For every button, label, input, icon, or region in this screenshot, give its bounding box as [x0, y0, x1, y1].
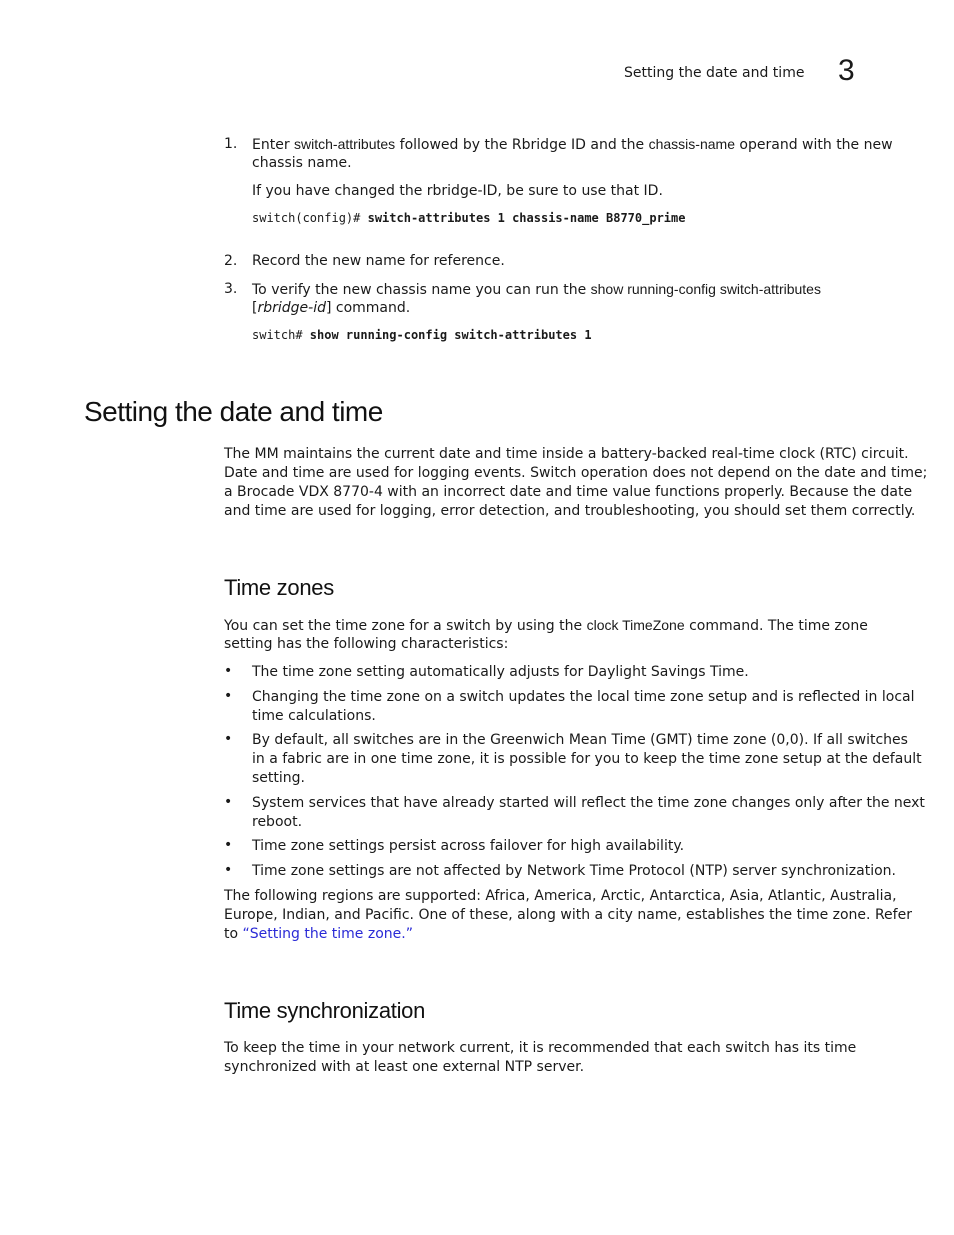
code-command: switch-attributes 1 chassis-name B8770_prime	[367, 211, 686, 225]
bullet-item	[252, 688, 915, 726]
bullet-line: Time zone settings persist across failover for high availability.	[252, 838, 685, 854]
step-3-text-end: ] command.	[325, 300, 411, 316]
step-1-text-mid: followed by the Rbridge ID and the	[395, 137, 649, 153]
code-example-2	[252, 327, 592, 343]
bullet-line: System services that have already started will reflect the time zone changes only after the next	[252, 795, 925, 811]
paragraph-line: synchronized with at least one external NTP server.	[224, 1059, 585, 1075]
bullet-item	[252, 794, 925, 832]
command-switch-attributes: switch-attributes	[294, 136, 396, 152]
paragraph-line: Europe, Indian, and Pacific. One of these, along with a city name, establishes the time zone. Refer	[224, 907, 912, 923]
bullet-marker: •	[224, 731, 233, 747]
chapter-number: 3	[838, 54, 855, 87]
code-prompt: switch#	[252, 328, 310, 342]
bracket-open: [	[252, 300, 258, 316]
timezones-intro-line-1	[224, 616, 868, 636]
paragraph-line: Date and time are used for logging events. Switch operation does not depend on the date and time;	[224, 465, 928, 481]
bullet-marker: •	[224, 688, 233, 704]
step-3-line-1	[252, 280, 821, 300]
step-1-text-end: operand with the new	[734, 137, 893, 153]
paragraph-line: The MM maintains the current date and time inside a battery-backed real-time clock (RTC) circuit.	[224, 446, 909, 462]
code-command: show running-config switch-attributes 1	[309, 328, 592, 342]
paragraph-text: to	[224, 926, 243, 942]
step-3-number: 3.	[224, 281, 238, 297]
command-clock-timezone: clock TimeZone	[586, 617, 685, 633]
timesync-paragraph	[224, 1039, 856, 1077]
code-example-1	[252, 210, 685, 226]
bullet-line: setting.	[252, 770, 305, 786]
section-paragraph	[224, 445, 927, 521]
bullet-line: By default, all switches are in the Greenwich Mean Time (GMT) time zone (0,0). If all switches	[252, 732, 908, 748]
section-title: Setting the date and time	[84, 396, 383, 427]
operand-chassis-name: chassis-name	[648, 136, 735, 152]
step-2-text: Record the new name for reference.	[252, 253, 505, 269]
step-3-line-2	[252, 299, 410, 318]
timezones-intro-line-2: setting has the following characteristics:	[224, 636, 509, 652]
bullet-marker: •	[224, 663, 233, 679]
bullet-item	[252, 663, 749, 682]
paragraph-line: To keep the time in your network current, it is recommended that each switch has its time	[224, 1040, 857, 1056]
bullet-marker: •	[224, 862, 233, 878]
bullet-line: in a fabric are in one time zone, it is possible for you to keep the time zone setup at the default	[252, 751, 922, 767]
bullet-marker: •	[224, 794, 233, 810]
bullet-line: Changing the time zone on a switch updates the local time zone setup and is reflected in local	[252, 689, 915, 705]
running-header-title: Setting the date and time	[624, 65, 805, 81]
bullet-item	[252, 862, 896, 881]
bullet-line: Time zone settings are not affected by Network Time Protocol (NTP) server synchronization.	[252, 863, 896, 879]
bullet-line: time calculations.	[252, 708, 376, 724]
step-3-text: To verify the new chassis name you can run the	[252, 282, 591, 298]
code-prompt: switch(config)#	[252, 211, 368, 225]
subsection-title-time-synchronization: Time synchronization	[224, 998, 426, 1023]
step-1-number: 1.	[224, 136, 238, 152]
argument-rbridge-id: rbridge-id	[257, 300, 326, 316]
bullet-line: reboot.	[252, 814, 303, 830]
paragraph-line: and time are used for logging, error detection, and troubleshooting, you should set them correctly.	[224, 503, 916, 519]
step-1-note: If you have changed the rbridge-ID, be sure to use that ID.	[252, 183, 663, 199]
step-1-line-2: chassis name.	[252, 155, 352, 171]
intro-text-end: command. The time zone	[684, 618, 868, 634]
paragraph-line	[224, 925, 912, 944]
step-1-line-1	[252, 135, 893, 155]
link-setting-time-zone[interactable]: “Setting the time zone.”	[242, 926, 413, 942]
bullet-line: The time zone setting automatically adjusts for Daylight Savings Time.	[252, 664, 749, 680]
bullet-item	[252, 731, 922, 788]
bullet-item	[252, 837, 684, 856]
paragraph-line: The following regions are supported: Africa, America, Arctic, Antarctica, Asia, Atlantic, Australia,	[224, 888, 897, 904]
subsection-title-time-zones: Time zones	[224, 575, 334, 600]
bullet-marker: •	[224, 837, 233, 853]
intro-text: You can set the time zone for a switch by using the	[224, 618, 587, 634]
step-2-number: 2.	[224, 253, 238, 269]
regions-paragraph	[224, 887, 912, 944]
paragraph-line: a Brocade VDX 8770-4 with an incorrect date and time value functions properly. Because the date	[224, 484, 913, 500]
command-show-running-config: show running-config switch-attributes	[590, 281, 821, 297]
step-1-text: Enter	[252, 137, 295, 153]
